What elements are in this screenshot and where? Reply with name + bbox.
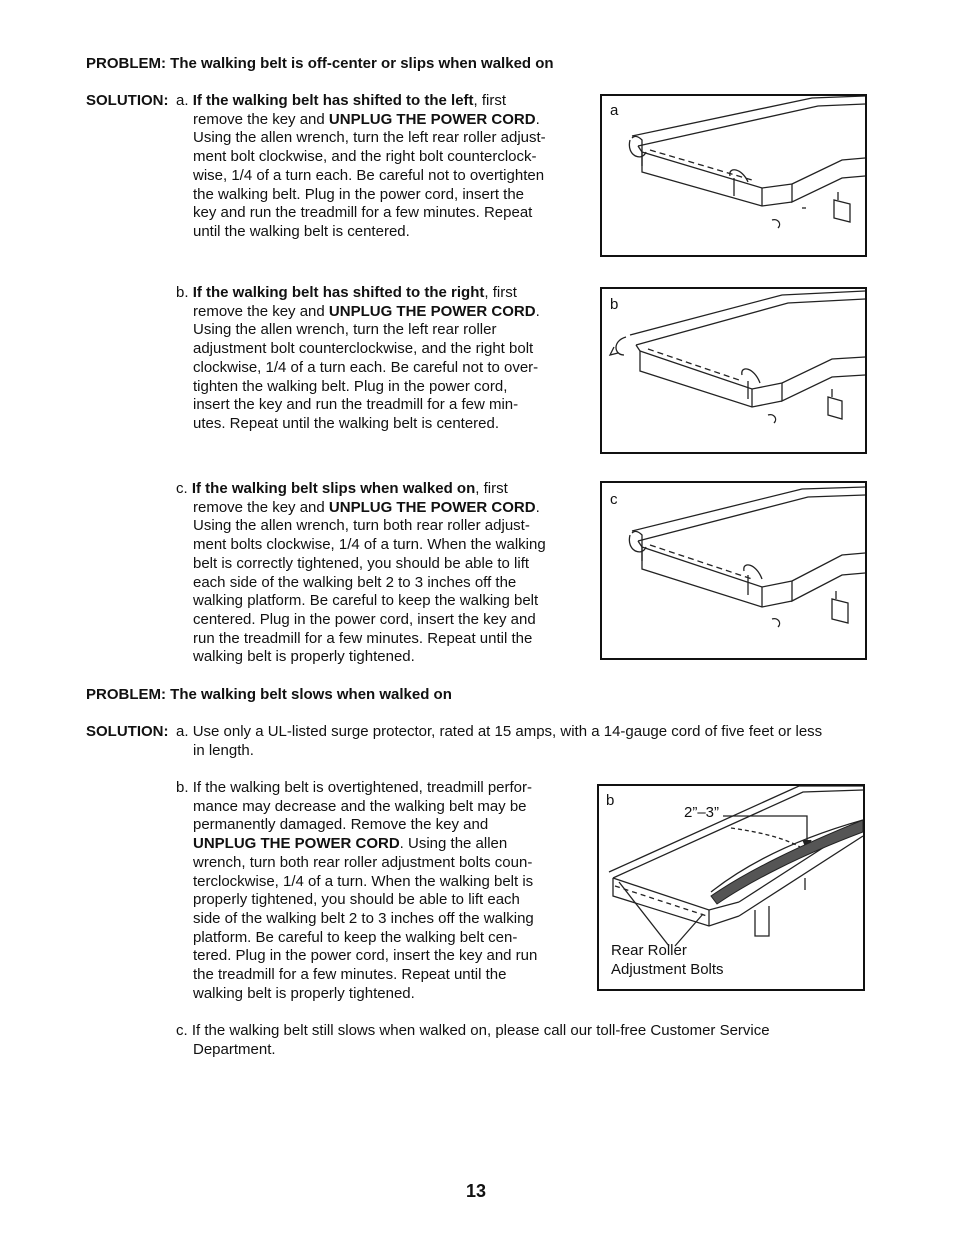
body-line: terclockwise, 1/4 of a turn. When the walking belt is [193,872,534,890]
body-line: If the walking belt still slows when walked on, please call our toll-free Customer Service [191,1022,770,1039]
item-marker: a. [176,723,189,740]
body-line: the treadmill for a few minutes. Repeat until the [193,966,507,984]
treadmill-rear-drawing [602,289,865,452]
body-line: ment bolts clockwise, 1/4 of a turn. When the walking [193,536,546,554]
body-line: side of the walking belt 2 to 3 inches off the walking [193,909,534,927]
figure-label: c [610,491,618,508]
problem-1-heading: PROBLEM: The walking belt is off-center or slips when walked on [86,55,554,72]
unplug-warning: UNPLUG THE POWER CORD [328,110,536,128]
body-line: Department. [193,1040,276,1058]
callout-label-line-2: Adjustment Bolts [611,961,724,978]
figure-1c-treadmill-rear [600,481,867,660]
body-line: belt is correctly tightened, you should be able to lift [193,554,530,572]
unplug-warning: UNPLUG THE POWER CORD [328,302,536,320]
body-line: walking belt is properly tightened. [193,984,415,1002]
body-line: insert the key and run the treadmill for a few min- [193,396,519,414]
body-line: If the walking belt is overtightened, treadmill perfor- [192,779,533,796]
body-line: properly tightened, you should be able to lift each [193,891,520,909]
body-line: mance may decrease and the walking belt may be [193,797,527,815]
body-line: adjustment bolt counterclockwise, and the right bolt [193,340,534,358]
item-marker: c. [176,1022,188,1039]
solution-1a-line-2: remove the key and UNPLUG THE POWER CORD. [193,110,540,128]
problem-2-heading: PROBLEM: The walking belt slows when walked on [86,686,452,703]
body-line: key and run the treadmill for a few minutes. Repeat [193,204,533,222]
body-line: wise, 1/4 of a turn each. Be careful not to overtighten [193,166,545,184]
body-line: the walking belt. Plug in the power cord, insert the [193,185,525,203]
solution-1b-line-2: remove the key and UNPLUG THE POWER CORD. [193,302,540,320]
body-line: walking belt is properly tightened. [193,648,415,666]
body-line: Use only a UL-listed surge protector, rated at 15 amps, with a 14-gauge cord of five feet or less [192,723,823,740]
body-line: in length. [193,741,254,759]
body-line: wrench, turn both rear roller adjustment bolts coun- [193,853,533,871]
body-line: run the treadmill for a few minutes. Repeat until the [193,629,533,647]
solution-2a [176,723,822,760]
body-line: utes. Repeat until the walking belt is centered. [193,414,500,432]
solution-1c-line-1 [176,480,546,499]
solution-1b-line-1 [176,284,540,303]
body-line: Using the allen wrench, turn the left rear roller adjust- [193,129,546,147]
body-line: clockwise, 1/4 of a turn each. Be careful not to over- [193,358,539,376]
body-line: ment bolt clockwise, and the right bolt counterclock- [193,148,537,166]
solution-1b [176,284,540,434]
lead-rest: , first [473,92,507,109]
unplug-warning: UNPLUG THE POWER CORD [328,498,536,516]
body-line: Using the allen wrench, turn both rear roller adjust- [193,517,530,535]
callout-label-line-1: Rear Roller [611,942,687,959]
figure-1b-treadmill-rear [600,287,867,454]
page-number: 13 [466,1181,487,1201]
item-marker: c. [176,480,188,497]
lead-rest: , first [484,284,517,301]
solution-2c [176,1022,770,1059]
solution-2b-unplug-line: UNPLUG THE POWER CORD. Using the allen [193,835,508,853]
solution-2-label: SOLUTION: [86,723,169,740]
solution-1c-line-2: remove the key and UNPLUG THE POWER CORD. [193,498,540,516]
body-line: permanently damaged. Remove the key and [193,816,489,834]
item-marker: b. [176,284,189,301]
solution-1-label: SOLUTION: [86,92,169,109]
body-line: walking platform. Be careful to keep the walking belt [193,592,539,610]
lead-bold: If the walking belt has shifted to the left [192,92,474,109]
lead-rest: , first [475,480,508,497]
body-line: tered. Plug in the power cord, insert the key and run [193,947,538,965]
solution-1a-line-1 [176,92,546,111]
item-marker: b. [176,779,189,796]
measure-label: 2”–3” [684,804,720,821]
treadmill-rear-drawing [602,483,865,658]
solution-1c [176,480,546,667]
solution-2b [176,779,537,1003]
body-line: tighten the walking belt. Plug in the power cord, [193,377,508,395]
body-line: each side of the walking belt 2 to 3 inches off the [193,573,517,591]
solution-1a [176,92,546,242]
figure-label: b [606,792,615,809]
item-marker: a. [176,92,189,109]
belt-lift-drawing [599,786,863,989]
body-line: Using the allen wrench, turn the left rear roller [193,321,497,339]
lead-bold: If the walking belt has shifted to the right [192,284,485,301]
figure-2b-belt-lift [597,784,865,991]
lead-bold: If the walking belt slips when walked on [191,480,476,497]
unplug-warning: UNPLUG THE POWER CORD [193,835,400,853]
body-line: platform. Be careful to keep the walking belt cen- [193,928,518,946]
figure-label: a [610,102,619,119]
treadmill-rear-drawing [602,96,865,255]
body-line: until the walking belt is centered. [193,222,410,240]
figure-1a-treadmill-rear [600,94,867,257]
figure-label: b [610,296,619,313]
body-line: centered. Plug in the power cord, insert the key and [193,610,536,628]
